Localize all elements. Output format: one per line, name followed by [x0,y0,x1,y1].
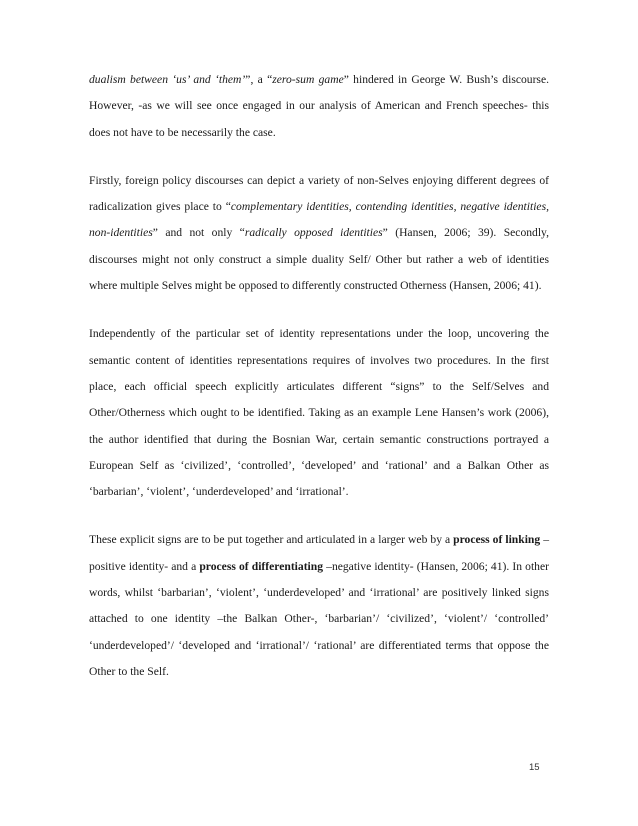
body-text [89,67,549,707]
text-run: Independently of the particular set of identity representations under the loop, uncovering the semantic content of identities representations requires of involves two procedures. In the first place, each official speech explicitly articulates different “signs” to the Self/Selves and Other/Otherness which ought to be identified. Taking as an example Lene Hansen’s work (2006), the author identified that during the Bosnian War, certain semantic constructions portrayed a European Self as ‘civilized’, ‘controlled’, ‘developed’ and ‘rational’ and a Balkan Other as ‘barbarian’, ‘violent’, ‘underdeveloped’ and ‘irrational’. [89,327,549,499]
text-run: ” (Hansen, 2006; 39). Secondly, discourses might not only construct a simple duality Self/ Other but rather a web of identities where multiple Selves might be opposed to differently constructed Otherness (Hansen, 2006; 41). [89,226,549,293]
paragraph-dualism [89,67,549,146]
text-run: –negative identity- (Hansen, 2006; 41). In other words, whilst ‘barbarian’, ‘violent’, ‘underdeveloped’ and ‘irrational’ are positively linked signs attached to one identity –the Balkan Other-, ‘barbarian’/ ‘civilized’, ‘violent’/ ‘controlled’ ‘underdeveloped’/ ‘developed and ‘irrational’/ ‘rational’ are differentiated terms that oppose the Other to the Self. [89,559,549,678]
italic-text: radically opposed identities [244,226,383,240]
paragraph-linking-differentiating [89,527,549,685]
page-number: 15 [529,762,540,773]
text-run: Firstly, foreign policy discourses can depict a variety of non-Selves enjoying different degrees of radicalization gives place to “ [89,173,549,214]
italic-text: zero-sum game [272,73,344,86]
paragraph-foreign-policy-discourses [89,168,549,299]
italic-text: complementary identities, contending identities, negative identities, non-identities [89,200,549,240]
bold-text: process of linking [453,533,541,547]
text-run: ” hindered in George W. Bush’s discourse. However, -as we will see once engaged in our analysis of American and French speeches- this does not have to be necessarily the case. [89,73,549,139]
text-run: ” and not only “ [152,226,245,240]
text-run: ”, a “ [245,73,273,86]
text-run: –positive identity- and a [89,533,549,573]
italic-text: dualism between ‘us’ and ‘them’ [89,73,246,86]
text-run: These explicit signs are to be put together and articulated in a larger web by a [89,533,454,547]
paragraph-identity-representations [89,321,549,505]
bold-text: process of differentiating [199,559,324,573]
